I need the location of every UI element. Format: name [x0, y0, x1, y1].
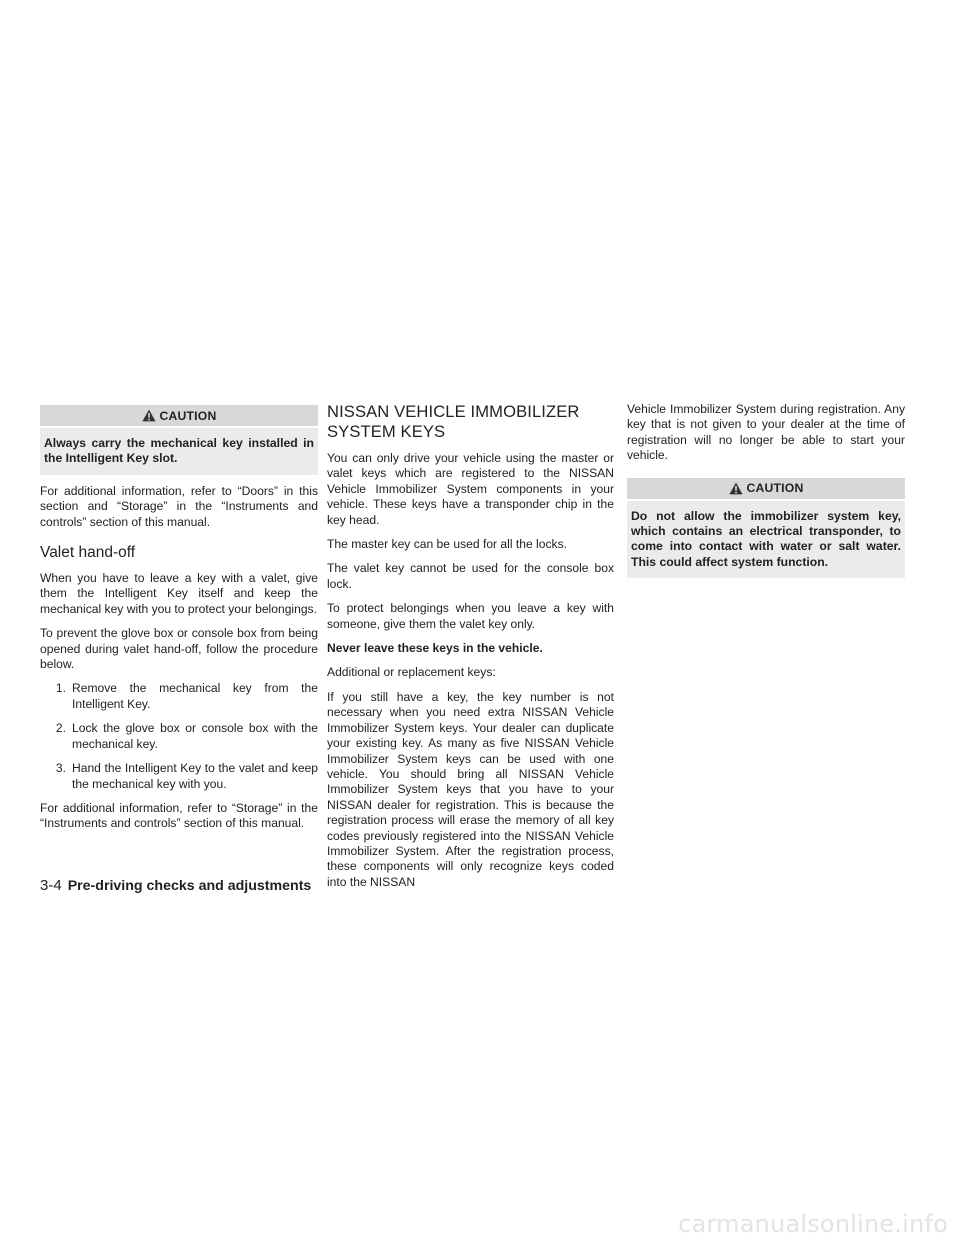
list-item: [40, 721, 318, 752]
page-footer: [40, 877, 311, 894]
step-number: 2.: [55, 721, 66, 736]
column-middle: [327, 402, 614, 899]
caution-header: [40, 405, 318, 426]
column-right: [627, 402, 905, 587]
warning-triangle-icon: [142, 409, 156, 422]
step-number: 1.: [55, 681, 66, 696]
paragraph: You can only drive your vehicle using the master or valet keys which are registered to the NISSAN Vehicle Immobilizer System components in your vehicle. These keys have a transponder chip in the key head.: [327, 451, 614, 527]
step-text: Lock the glove box or console box with the mechanical key.: [72, 721, 318, 751]
list-item: [40, 761, 318, 792]
section-heading-valet: Valet hand-off: [40, 544, 136, 562]
paragraph: To protect belongings when you leave a key with someone, give them the valet key only.: [327, 601, 614, 631]
warning-triangle-icon: [729, 482, 743, 495]
page-number: 3-4: [40, 877, 62, 894]
step-text: Remove the mechanical key from the Intelligent Key.: [72, 681, 318, 711]
step-text: Hand the Intelligent Key to the valet and keep the mechanical key with you.: [72, 761, 318, 791]
paragraph: For additional information, refer to “Doors” in this section and “Storage” in the “Instruments and controls” section of this manual.: [40, 483, 318, 529]
paragraph: For additional information, refer to “Storage” in the “Instruments and controls” section of this manual.: [40, 800, 318, 831]
caution-box: [40, 405, 318, 475]
paragraph: The valet key cannot be used for the console box lock.: [327, 561, 614, 591]
paragraph: If you still have a key, the key number is not necessary when you need extra NISSAN Vehicle Immobilizer System keys. Your dealer can duplicate your existing key. As many as five NISSAN Vehicle Immobilizer System keys can be used with one vehicle. You should bring all NISSAN Vehicle Immobilizer System keys that you have to your NISSAN dealer for registration. This is because the registration process will erase the memory of all key codes previously registered into the NISSAN Vehicle Immobilizer System. After the registration process, these components will only recognize keys coded into the NISSAN: [327, 689, 614, 889]
column-left: [40, 405, 318, 841]
caution-text: Do not allow the immobilizer system key, which contains an electrical transponder, to come into contact with water or salt water. This could affect system function.: [627, 501, 905, 579]
caution-heading: CAUTION: [159, 408, 217, 423]
watermark: carmanualsonline.info: [678, 1210, 948, 1238]
list-item: [40, 681, 318, 712]
caution-heading: CAUTION: [746, 481, 804, 496]
paragraph: The master key can be used for all the locks.: [327, 537, 567, 552]
paragraph: Vehicle Immobilizer System during registration. Any key that is not given to your dealer at the time of registration will no longer be able to start your vehicle.: [627, 402, 905, 463]
paragraph: To prevent the glove box or console box from being opened during valet hand-off, follow the procedure below.: [40, 626, 318, 672]
caution-header: [627, 478, 905, 499]
paragraph: Additional or replacement keys:: [327, 665, 496, 680]
caution-text: Always carry the mechanical key installed in the Intelligent Key slot.: [40, 428, 318, 475]
section-title: Pre-driving checks and adjustments: [67, 878, 312, 894]
step-number: 3.: [55, 761, 66, 776]
paragraph: When you have to leave a key with a valet, give them the Intelligent Key itself and keep the mechanical key with you to protect your belongings.: [40, 571, 318, 616]
warning-paragraph: Never leave these keys in the vehicle.: [327, 641, 543, 656]
section-heading-immobilizer: NISSAN VEHICLE IMMOBILIZER SYSTEM KEYS: [327, 402, 580, 441]
procedure-list: [40, 681, 318, 791]
caution-box: [627, 478, 905, 579]
